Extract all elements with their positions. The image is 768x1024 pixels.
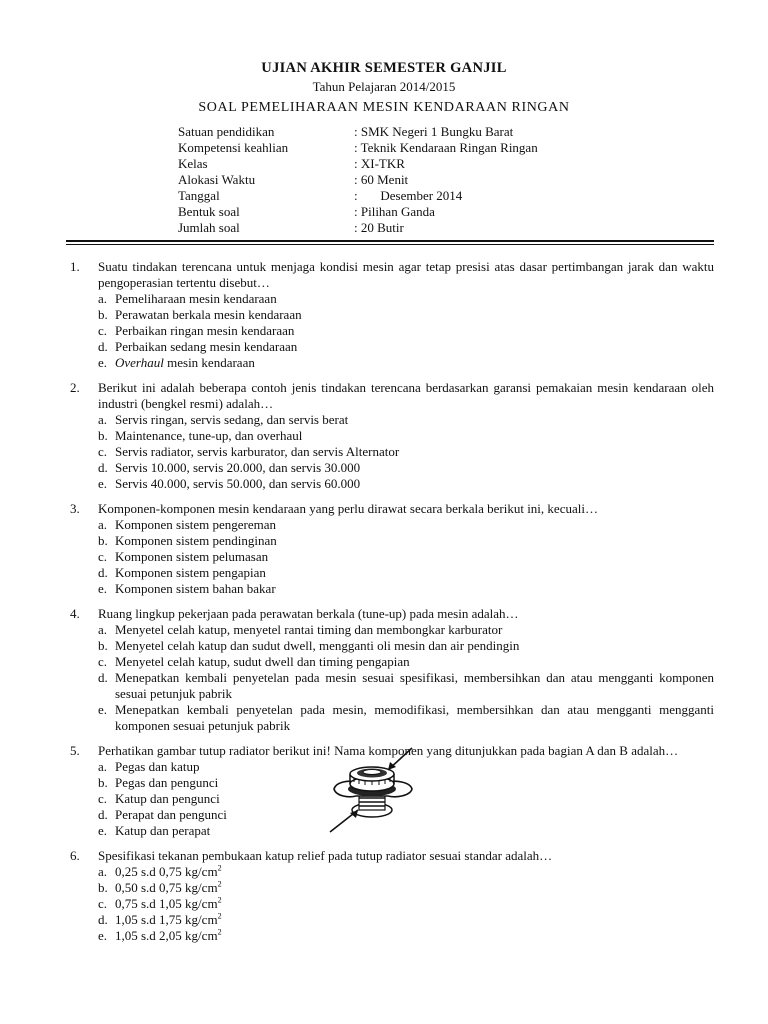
option-letter: d. bbox=[98, 670, 108, 685]
question-2 bbox=[70, 380, 714, 492]
question-text: Komponen-komponen mesin kendaraan yang perlu dirawat secara berkala berikut ini, kecuali… bbox=[98, 501, 598, 516]
option-letter: e. bbox=[98, 355, 108, 370]
info-row-date bbox=[178, 188, 538, 204]
option-list bbox=[98, 412, 714, 492]
option-text: Perbaikan ringan mesin kendaraan bbox=[115, 323, 295, 338]
option-letter: c. bbox=[98, 896, 108, 911]
question-3 bbox=[70, 501, 714, 597]
option-c[interactable] bbox=[98, 896, 714, 912]
question-4 bbox=[70, 606, 714, 734]
superscript: 2 bbox=[217, 895, 222, 905]
option-text: 0,50 s.d 0,75 kg/cm bbox=[115, 880, 218, 895]
option-text: Menepatkan kembali penyetelan pada mesin, memodifikasi, membersihkan dan atau mengganti mengganti komponen sesuai petunjuk pabrik bbox=[115, 702, 714, 733]
info-row-class bbox=[178, 156, 538, 172]
option-text: Menyetel celah katup, menyetel rantai timing dan membongkar karburator bbox=[115, 622, 503, 637]
option-a[interactable] bbox=[98, 864, 714, 880]
option-text: Menyetel celah katup, sudut dwell dan timing pengapian bbox=[115, 654, 410, 669]
option-a[interactable] bbox=[98, 291, 714, 307]
option-b[interactable] bbox=[98, 533, 714, 549]
option-letter: c. bbox=[98, 323, 108, 338]
option-d[interactable] bbox=[98, 807, 318, 823]
header-divider-thin bbox=[66, 244, 714, 245]
option-text: Servis 10.000, servis 20.000, dan servis 30.000 bbox=[115, 460, 361, 475]
superscript: 2 bbox=[217, 911, 222, 921]
option-e[interactable] bbox=[98, 702, 714, 734]
option-b[interactable] bbox=[98, 775, 318, 791]
option-c[interactable] bbox=[98, 323, 714, 339]
option-a[interactable] bbox=[98, 759, 318, 775]
option-b[interactable] bbox=[98, 880, 714, 896]
option-letter: e. bbox=[98, 823, 108, 838]
option-text: Servis 40.000, servis 50.000, dan servis 60.000 bbox=[115, 476, 361, 491]
option-b[interactable] bbox=[98, 428, 714, 444]
info-label: Tanggal bbox=[178, 188, 220, 203]
option-letter: c. bbox=[98, 654, 108, 669]
option-d[interactable] bbox=[98, 339, 714, 355]
option-c[interactable] bbox=[98, 791, 318, 807]
option-text: Komponen sistem pendinginan bbox=[115, 533, 277, 548]
option-italic-text: Overhaul bbox=[115, 355, 164, 370]
option-d[interactable] bbox=[98, 670, 714, 702]
academic-year: Tahun Pelajaran 2014/2015 bbox=[312, 79, 456, 94]
option-text: Katup dan pengunci bbox=[115, 791, 220, 806]
header-divider-thick bbox=[66, 240, 714, 242]
option-letter: a. bbox=[98, 412, 108, 427]
info-value: : Desember 2014 bbox=[354, 188, 463, 203]
info-value: : Teknik Kendaraan Ringan Ringan bbox=[354, 140, 538, 155]
question-text: Berikut ini adalah beberapa contoh jenis tindakan terencana berdasarkan garansi pemakaian mesin kendaraan oleh industri (bengkel resmi) adalah… bbox=[98, 380, 714, 411]
info-value: : 20 Butir bbox=[354, 220, 404, 235]
option-list bbox=[98, 622, 714, 734]
superscript: 2 bbox=[217, 879, 222, 889]
option-text: Pemeliharaan mesin kendaraan bbox=[115, 291, 277, 306]
option-letter: a. bbox=[98, 291, 108, 306]
option-letter: e. bbox=[98, 928, 108, 943]
option-text: Perapat dan pengunci bbox=[115, 807, 227, 822]
superscript: 2 bbox=[217, 863, 222, 873]
question-number: 3. bbox=[70, 501, 80, 516]
option-letter: b. bbox=[98, 638, 108, 653]
info-value: : SMK Negeri 1 Bungku Barat bbox=[354, 124, 514, 139]
question-text: Ruang lingkup pekerjaan pada perawatan berkala (tune-up) pada mesin adalah… bbox=[98, 606, 519, 621]
option-text: Katup dan perapat bbox=[115, 823, 211, 838]
option-text: Servis radiator, servis karburator, dan servis Alternator bbox=[115, 444, 400, 459]
option-text: Perbaikan sedang mesin kendaraan bbox=[115, 339, 298, 354]
option-a[interactable] bbox=[98, 412, 714, 428]
option-letter: d. bbox=[98, 339, 108, 354]
option-letter: e. bbox=[98, 702, 108, 717]
question-number: 1. bbox=[70, 259, 80, 274]
option-c[interactable] bbox=[98, 549, 714, 565]
question-number: 2. bbox=[70, 380, 80, 395]
option-text: 1,05 s.d 1,75 kg/cm bbox=[115, 912, 218, 927]
option-d[interactable] bbox=[98, 460, 714, 476]
option-letter: b. bbox=[98, 428, 108, 443]
subject-title: SOAL PEMELIHARAAN MESIN KENDARAAN RINGAN bbox=[198, 100, 570, 115]
option-c[interactable] bbox=[98, 444, 714, 460]
option-letter: a. bbox=[98, 622, 108, 637]
option-text: Pegas dan pengunci bbox=[115, 775, 219, 790]
info-label: Kompetensi keahlian bbox=[178, 140, 289, 155]
option-a[interactable] bbox=[98, 517, 714, 533]
option-letter: c. bbox=[98, 549, 108, 564]
info-value: : 60 Menit bbox=[354, 172, 409, 187]
option-letter: a. bbox=[98, 517, 108, 532]
option-list bbox=[98, 517, 714, 597]
question-6 bbox=[70, 848, 714, 944]
option-letter: d. bbox=[98, 565, 108, 580]
option-text: Komponen sistem pengereman bbox=[115, 517, 277, 532]
option-d[interactable] bbox=[98, 565, 714, 581]
info-row-school bbox=[178, 124, 538, 140]
info-value: : XI-TKR bbox=[354, 156, 405, 171]
option-text: Maintenance, tune-up, dan overhaul bbox=[115, 428, 303, 443]
info-row-time bbox=[178, 172, 538, 188]
option-text: 1,05 s.d 2,05 kg/cm bbox=[115, 928, 218, 943]
radiator-cap-illustration bbox=[326, 744, 418, 840]
info-label: Jumlah soal bbox=[178, 220, 240, 235]
option-text: 0,25 s.d 0,75 kg/cm bbox=[115, 864, 218, 879]
option-e[interactable] bbox=[98, 928, 714, 944]
info-row-count bbox=[178, 220, 538, 236]
info-label: Alokasi Waktu bbox=[178, 172, 256, 187]
option-e[interactable] bbox=[98, 476, 714, 492]
option-letter: b. bbox=[98, 880, 108, 895]
option-letter: a. bbox=[98, 864, 108, 879]
question-number: 5. bbox=[70, 743, 80, 758]
option-text: 0,75 s.d 1,05 kg/cm bbox=[115, 896, 218, 911]
option-e[interactable] bbox=[98, 823, 318, 839]
option-letter: b. bbox=[98, 307, 108, 322]
info-label: Kelas bbox=[178, 156, 208, 171]
info-row-competency bbox=[178, 140, 538, 156]
option-letter: c. bbox=[98, 444, 108, 459]
option-letter: e. bbox=[98, 476, 108, 491]
exam-title: UJIAN AKHIR SEMESTER GANJIL bbox=[261, 60, 507, 76]
option-b[interactable] bbox=[98, 638, 714, 654]
question-text: Spesifikasi tekanan pembukaan katup relief pada tutup radiator sesuai standar adalah… bbox=[98, 848, 553, 863]
option-list bbox=[98, 864, 714, 944]
option-letter: d. bbox=[98, 912, 108, 927]
option-text: Servis ringan, servis sedang, dan servis berat bbox=[115, 412, 349, 427]
question-number: 4. bbox=[70, 606, 80, 621]
question-number: 6. bbox=[70, 848, 80, 863]
info-label: Satuan pendidikan bbox=[178, 124, 275, 139]
info-row-form bbox=[178, 204, 538, 220]
option-letter: c. bbox=[98, 791, 108, 806]
option-letter: b. bbox=[98, 775, 108, 790]
option-text: Komponen sistem bahan bakar bbox=[115, 581, 276, 596]
option-letter: a. bbox=[98, 759, 108, 774]
option-letter: d. bbox=[98, 460, 108, 475]
option-d[interactable] bbox=[98, 912, 714, 928]
option-list bbox=[98, 759, 318, 839]
option-text: mesin kendaraan bbox=[163, 355, 255, 370]
option-text: Menyetel celah katup dan sudut dwell, mengganti oli mesin dan air pendingin bbox=[115, 638, 520, 653]
option-text: Komponen sistem pelumasan bbox=[115, 549, 269, 564]
question-list bbox=[70, 259, 714, 953]
option-letter: b. bbox=[98, 533, 108, 548]
option-letter: d. bbox=[98, 807, 108, 822]
option-c[interactable] bbox=[98, 654, 714, 670]
superscript: 2 bbox=[217, 927, 222, 937]
option-a[interactable] bbox=[98, 622, 714, 638]
option-e[interactable] bbox=[98, 581, 714, 597]
option-e[interactable] bbox=[98, 355, 714, 371]
info-value: : Pilihan Ganda bbox=[354, 204, 435, 219]
question-text: Perhatikan gambar tutup radiator berikut ini! Nama komponen yang ditunjukkan pada bagian A dan B adalah… bbox=[98, 743, 679, 758]
option-letter: e. bbox=[98, 581, 108, 596]
question-text: Suatu tindakan terencana untuk menjaga kondisi mesin agar tetap presisi atas dasar pertimbangan jarak dan waktu pengoperasian tertentu disebut… bbox=[98, 259, 714, 290]
option-text: Menepatkan kembali penyetelan pada mesin sesuai spesifikasi, membersihkan dan atau mengganti komponen sesuai petunjuk pabrik bbox=[115, 670, 714, 701]
option-text: Perawatan berkala mesin kendaraan bbox=[115, 307, 302, 322]
question-1 bbox=[70, 259, 714, 371]
info-label: Bentuk soal bbox=[178, 204, 240, 219]
option-b[interactable] bbox=[98, 307, 714, 323]
exam-info-table bbox=[178, 124, 538, 236]
option-list bbox=[98, 291, 714, 371]
option-text: Komponen sistem pengapian bbox=[115, 565, 266, 580]
option-text: Pegas dan katup bbox=[115, 759, 200, 774]
